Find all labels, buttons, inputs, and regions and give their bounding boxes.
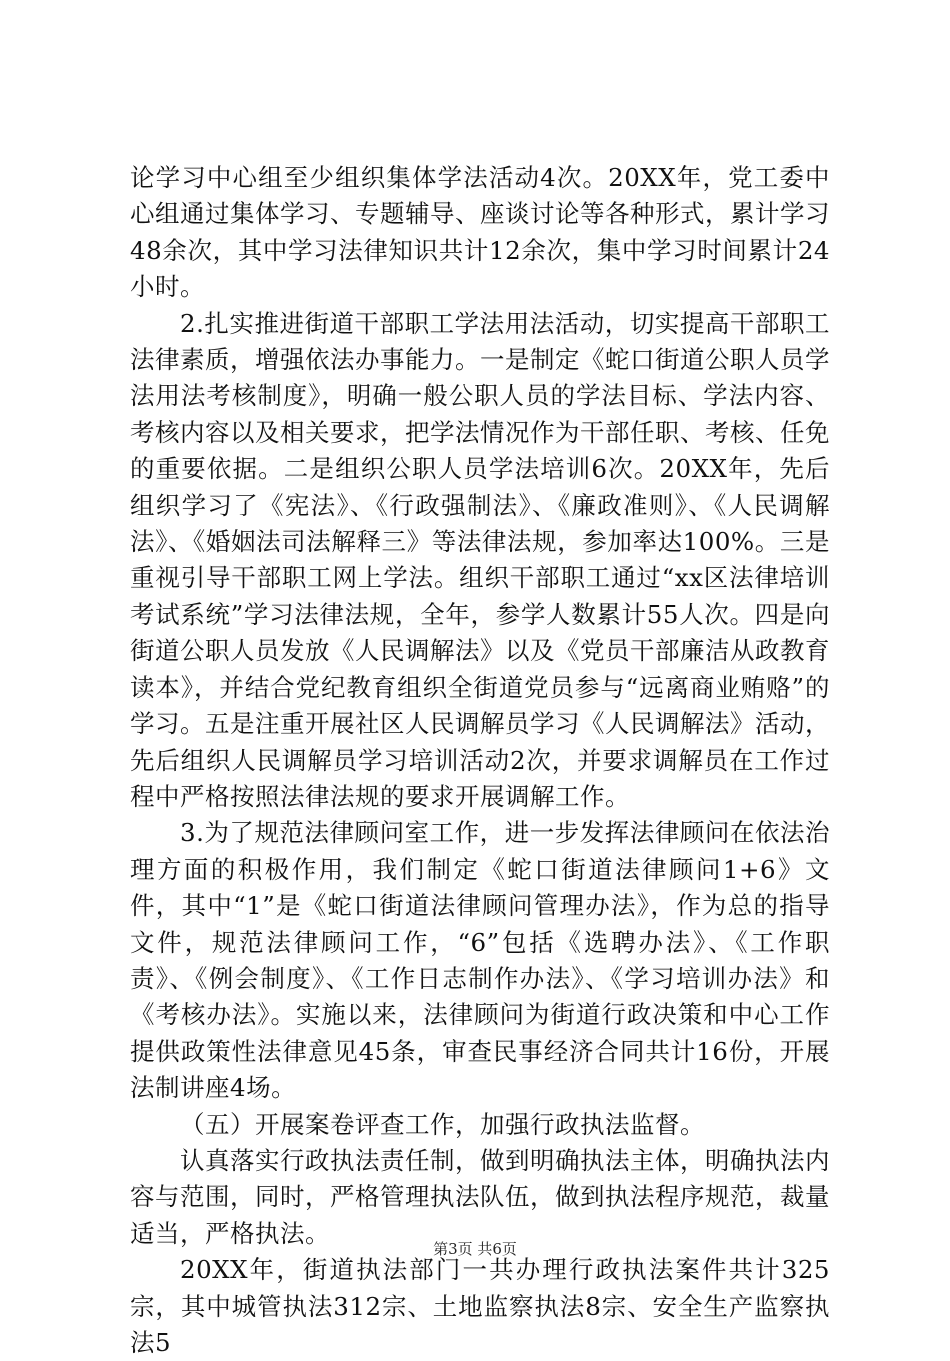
paragraph-2: 2.扎实推进街道干部职工学法用法活动，切实提高干部职工法律素质，增强依法办事能力。一是制定《蛇口街道公职人员学法用法考核制度》，明确一般公职人员的学法目标、学法内容、考核内容以及相关要求，把学法情况作为干部任职、考核、任免的重要依据。二是组织公职人员学法培训6次。20XX年，先后组织学习了《宪法》、《行政强制法》、《廉政准则》、《人民调解法》、《婚姻法司法解释三》等法律法规，参加率达100%。三是重视引导干部职工网上学法。组织干部职工通过“xx区法律培训考试系统”学习法律法规，全年，参学人数累计55人次。四是向街道公职人员发放《人民调解法》以及《党员干部廉洁从政教育读本》，并结合党纪教育组织全街道党员参与“远离商业贿赂”的学习。五是注重开展社区人民调解员学习《人民调解法》活动，先后组织人民调解员学习培训活动2次，并要求调解员在工作过程中严格按照法律法规的要求开展调解工作。 — [130, 308, 830, 811]
paragraph-6: 20XX年，街道执法部门一共办理行政执法案件共计325宗，其中城管执法312宗、土地监察执法8宗、安全生产监察执法5 — [130, 1255, 830, 1357]
page-number-footer: 第3页 共6页 — [433, 1240, 517, 1258]
document-body — [130, 160, 830, 1361]
section-heading-5: （五）开展案卷评查工作，加强行政执法监督。 — [180, 1109, 705, 1139]
paragraph-5: 认真落实行政执法责任制，做到明确执法主体，明确执法内容与范围，同时，严格管理执法队伍，做到执法程序规范，裁量适当，严格执法。 — [130, 1145, 830, 1248]
paragraph-3: 3.为了规范法律顾问室工作，进一步发挥法律顾问在依法治理方面的积极作用，我们制定《蛇口街道法律顾问1+6》文件，其中“1”是《蛇口街道法律顾问管理办法》，作为总的指导文件，规范法律顾问工作，“6”包括《选聘办法》、《工作职责》、《例会制度》、《工作日志制作办法》、《学习培训办法》和《考核办法》。实施以来，法律顾问为街道行政决策和中心工作提供政策性法律意见45条，审查民事经济合同共计16份，开展法制讲座4场。 — [130, 818, 830, 1103]
paragraph-1: 论学习中心组至少组织集体学法活动4次。20XX年，党工委中心组通过集体学习、专题辅导、座谈讨论等各种形式，累计学习48余次，其中学习法律知识共计12余次，集中学习时间累计24小时。 — [130, 163, 830, 302]
